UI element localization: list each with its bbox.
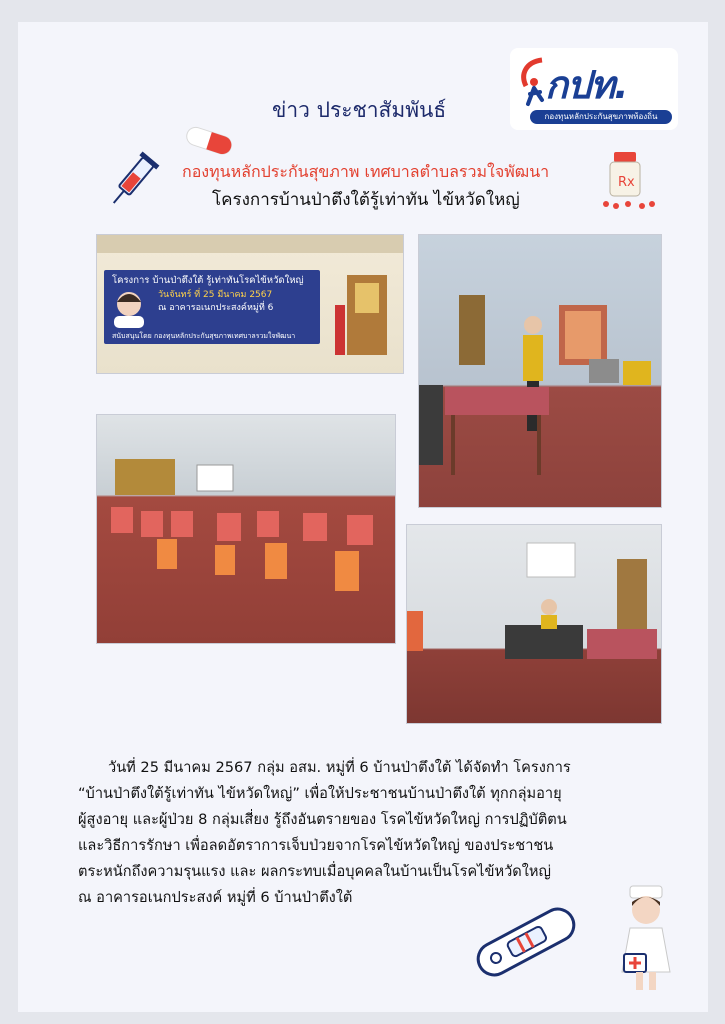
photo-speaker [418, 234, 662, 508]
banner-line-3: ณ อาคารอเนกประสงค์หมู่ที่ 6 [158, 303, 274, 313]
capsule-icon [182, 124, 238, 158]
banner-line-1: โครงการ บ้านป่าตึงใต้ รู้เท่าทันโรคไข้หวัดใหญ่ [112, 275, 304, 286]
photo-audience [96, 414, 396, 644]
syringe-icon [104, 146, 162, 214]
logo-text: กปท. [545, 63, 628, 107]
body-line: ตระหนักถึงความรุนแรง และ ผลกระทบเมื่อบุคคลในบ้านเป็นโรคไข้หวัดใหญ่ [78, 863, 551, 880]
body-line: ผู้สูงอายุ และผู้ป่วย 8 กลุ่มเสี่ยง รู้ถึงอันตรายของ โรคไข้หวัดใหญ่ การปฏิบัติตน [78, 811, 567, 828]
nurse-icon [616, 884, 676, 994]
body-line: และวิธีการรักษา เพื่อลดอัตราการเจ็บป่วยจากโรคไข้หวัดใหญ่ ของประชาชน [78, 837, 554, 854]
sick-person-icon [108, 288, 150, 328]
banner-line-2: วันจันทร์ ที่ 25 มีนาคม 2567 [158, 290, 273, 300]
photo-registration [406, 524, 662, 724]
test-kit-icon [468, 900, 584, 984]
medicine-bottle-icon [598, 146, 660, 214]
body-line: “บ้านป่าตึงใต้รู้เท่าทัน ไข้หวัดใหญ่” เพื่อให้ประชาชนบ้านป่าตึงใต้ ทุกกลุ่มอายุ [78, 785, 562, 802]
fund-name: กองทุนหลักประกันสุขภาพ เทศบาลตำบลรวมใจพัฒนา [182, 162, 550, 181]
body-line: วันที่ 25 มีนาคม 2567 กลุ่ม อสม. หมู่ที่ 6 บ้านป่าตึงใต้ ได้จัดทำ โครงการ [108, 759, 571, 776]
svg-text:Rx: Rx [618, 175, 635, 190]
logo-subtitle: กองทุนหลักประกันสุขภาพท้องถิ่น [530, 110, 672, 124]
banner-line-4: สนับสนุนโดย กองทุนหลักประกันสุขภาพเทศบาลรวมใจพัฒนา [112, 332, 296, 340]
project-name: โครงการบ้านป่าตึงใต้รู้เท่าทัน ไข้หวัดใหญ่ [212, 190, 520, 210]
article-body [78, 755, 678, 911]
page-title: ข่าว ประชาสัมพันธ์ [272, 98, 447, 122]
body-line: ณ อาคารอเนกประสงค์ หมู่ที่ 6 บ้านป่าตึงใต้ [78, 889, 353, 906]
